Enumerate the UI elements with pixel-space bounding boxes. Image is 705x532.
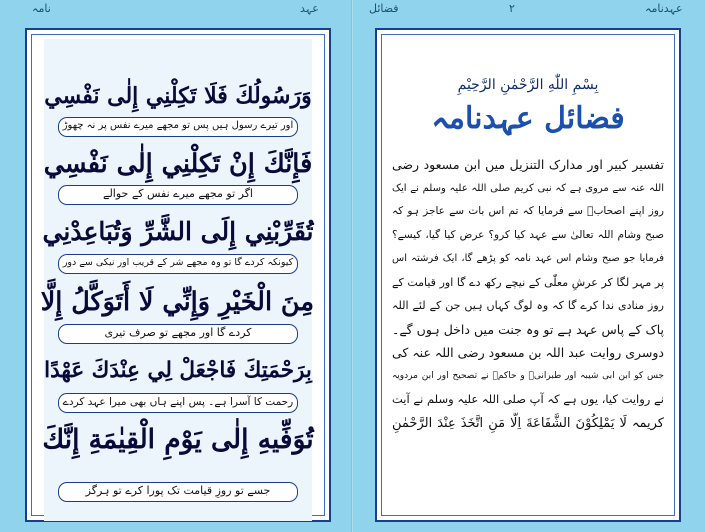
body-line-1: تفسیر کبیر اور مدارک التنزیل میں ابن مسعود رضی	[392, 157, 664, 172]
verse-line-3: تُقَرِّبْنِي إِلَى الشَّرِّ وَتُبَاعِدْنِي	[42, 217, 314, 246]
translation-line-2: اگر تو مجھے میرے نفس کے حوالے	[58, 185, 298, 205]
left-page	[0, 0, 352, 532]
verse-line-6: تُوَفِّيهِ إِلٰى يَوْمِ الْقِيٰمَةِ إِنَّكَ	[42, 424, 314, 455]
page-title: فضائل عہدنامہ	[431, 101, 625, 136]
translation-line-1: اور تیرے رسول ہیں پس تو مجھے میرے نفس پر نہ چھوڑ	[58, 117, 298, 137]
body-line-10: جس کو ابن ابی شیبہ اور طبرانیؒ و حاکمؒ نے تصحیح اور ابن مردویہ	[392, 370, 664, 381]
verse-line-4: مِنَ الْخَيْرِ وَإِنِّي لَا أَتَوَكَّلُ إِلَّا	[40, 287, 314, 317]
body-line-12: کریمہ لَا يَمْلِكُوْنَ الشَّفَاعَةَ اِلَّا مَنِ اتَّخَذَ عِنْدَ الرَّحْمٰنِ	[392, 415, 664, 431]
bismillah: بِسْمِ اللّٰهِ الرَّحْمٰنِ الرَّحِيْمِ	[457, 77, 599, 93]
body-line-9: دوسری روایت عبد اللہ بن مسعود رضی اللہ عنہ کی	[392, 345, 664, 360]
virtues-frame	[375, 28, 681, 522]
body-line-11: نے روایت کیا، یوں ہے کہ آپ صلی اللہ علیہ وسلم نے آیت	[392, 392, 664, 406]
translation-line-6: جسے تو روزِ قیامت تک پورا کرے تو ہرگز	[58, 482, 298, 502]
verse-frame	[25, 28, 331, 522]
translation-line-5: رحمت کا آسرا ہے۔ پس اپنے ہاں بھی میرا عہد کردے	[58, 393, 298, 413]
body-line-4: صبح وشام اللہ تعالیٰ سے عہد کیا کرو؟ عرض کیا گیا، کیسے؟	[392, 228, 664, 241]
translation-line-4: کردے گا اور مجھے تو صرف تیری	[58, 324, 298, 344]
left-header-right: نامہ	[32, 2, 51, 15]
verse-line-1: وَرَسُولُكَ فَلَا تَكِلْنِي إِلٰى نَفْسِي	[44, 83, 312, 109]
right-header-right: فضائل	[369, 2, 399, 15]
body-line-5: فرمایا جو صبح وشام اس عہد نامہ کو پڑھے گا، ایک فرشتہ اس	[392, 253, 664, 264]
translation-line-3: کیونکہ کردے گا تو وہ مجھے شر کے قریب اور نیکی سے دور	[58, 254, 298, 274]
verse-line-5: بِرَحْمَتِكَ فَاجْعَلْ لِي عِنْدَكَ عَهْدًا	[44, 358, 312, 383]
page-number: ۲	[509, 2, 515, 15]
body-line-6: پر مہر لگا کر عرشِ معلّٰی کے نیچے رکھ دے گا اور قیامت کے	[392, 275, 664, 289]
body-line-3: روز اپنے اصحابؓ سے فرمایا کہ تم اس بات سے عاجز ہو کہ	[392, 205, 664, 217]
body-line-7: روز منادی ندا کرے گا کہ وہ لوگ کہاں ہیں جن کے لئے اللہ	[392, 299, 664, 312]
left-header-left: عہد	[300, 2, 319, 15]
body-line-8: پاک کے پاس عہد ہے تو وہ جنت میں داخل ہوں گے۔	[392, 321, 664, 337]
verse-line-2: فَإِنَّكَ إِنْ تَكِلْنِي إِلٰى نَفْسِي	[43, 149, 313, 179]
body-text	[392, 153, 664, 435]
body-line-2: اللہ عنہ سے مروی ہے کہ نبی کریم صلی اللہ علیہ وسلم نے ایک	[392, 182, 664, 194]
right-header-left: عہدنامہ	[645, 2, 683, 15]
